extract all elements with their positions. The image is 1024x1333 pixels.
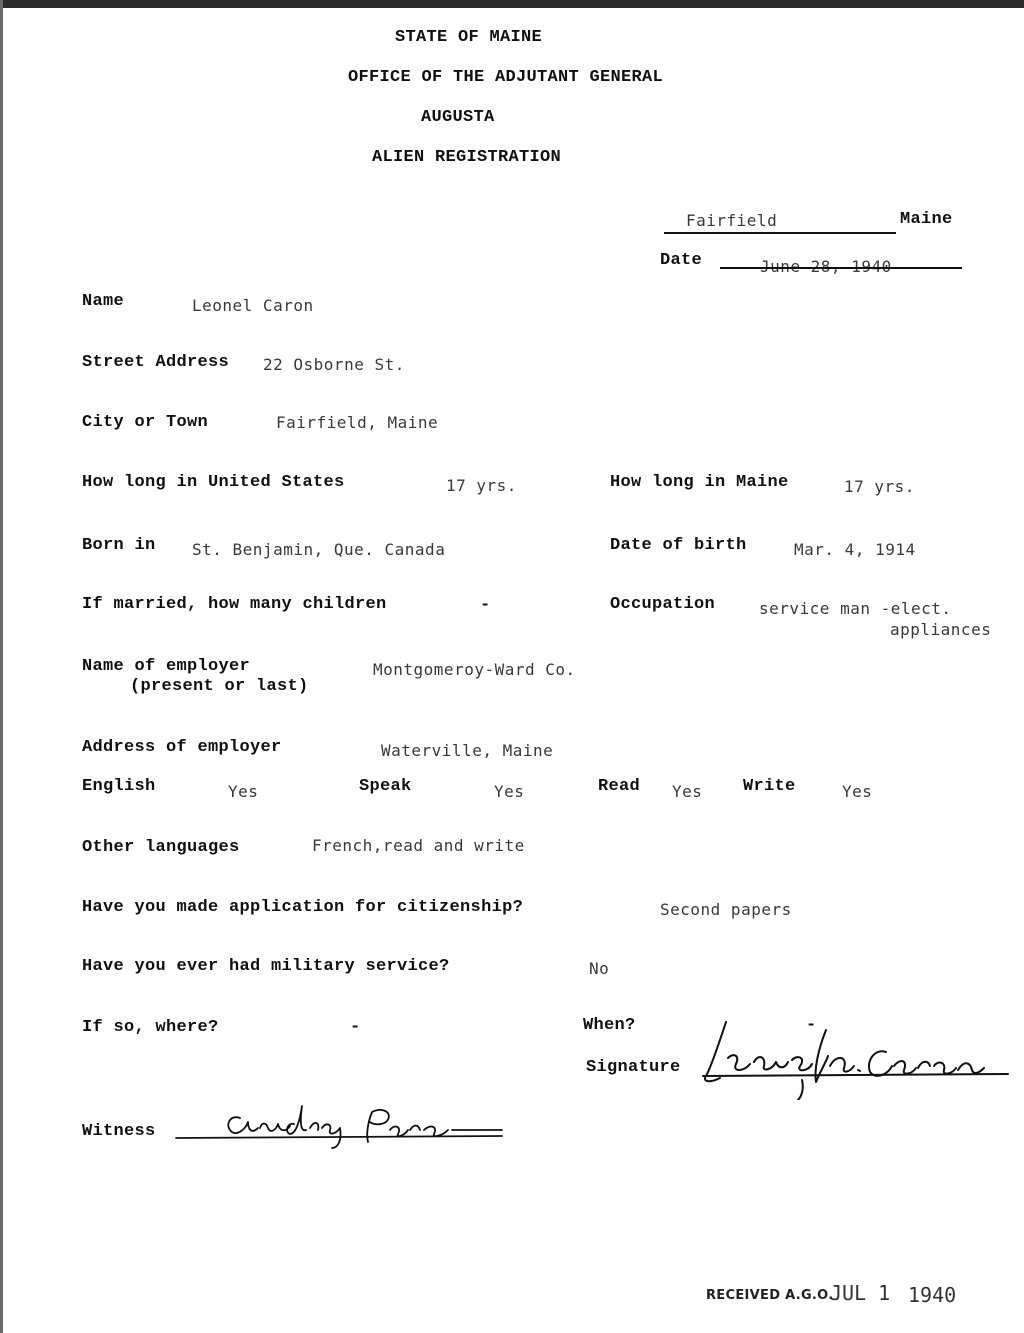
where-label: If so, where? xyxy=(82,1018,219,1037)
scan-top-edge xyxy=(0,0,1024,8)
header-state: STATE OF MAINE xyxy=(395,28,543,47)
received-stamp-year: 1940 xyxy=(908,1283,957,1307)
signature-handwriting xyxy=(698,1010,1018,1100)
citizenship-value: Second papers xyxy=(660,900,792,919)
witness-label: Witness xyxy=(82,1122,156,1141)
street-value: 22 Osborne St. xyxy=(263,355,405,374)
born-label: Born in xyxy=(82,536,156,555)
scan-left-edge xyxy=(0,0,3,1333)
read-value: Yes xyxy=(672,782,703,801)
employer-address-value: Waterville, Maine xyxy=(381,741,554,760)
us-years-value: 17 yrs. xyxy=(446,476,517,495)
english-value: Yes xyxy=(228,782,259,801)
when-value: - xyxy=(806,1016,817,1035)
english-label: English xyxy=(82,777,156,796)
other-languages-label: Other languages xyxy=(82,838,240,857)
street-label: Street Address xyxy=(82,353,230,372)
when-label: When? xyxy=(583,1016,636,1035)
occupation-label: Occupation xyxy=(610,595,716,614)
read-label: Read xyxy=(598,777,641,796)
city-label: City or Town xyxy=(82,413,209,432)
speak-label: Speak xyxy=(359,777,412,796)
born-value: St. Benjamin, Que. Canada xyxy=(192,540,446,559)
us-years-label: How long in United States xyxy=(82,473,345,492)
employer-label-line1: Name of employer xyxy=(82,657,251,676)
dob-label: Date of birth xyxy=(610,536,747,555)
military-label: Have you ever had military service? xyxy=(82,957,450,976)
maine-years-label: How long in Maine xyxy=(610,473,789,492)
citizenship-label: Have you made application for citizenship? xyxy=(82,898,524,917)
signature-label: Signature xyxy=(586,1058,681,1077)
witness-handwriting xyxy=(172,1100,512,1150)
date-rule xyxy=(720,267,962,269)
write-value: Yes xyxy=(842,782,873,801)
other-languages-value: French,read and write xyxy=(312,836,525,855)
occupation-value-line2: appliances xyxy=(890,620,992,639)
occupation-value-line1: service man -elect. xyxy=(759,599,952,618)
speak-value: Yes xyxy=(494,782,525,801)
employer-address-label: Address of employer xyxy=(82,738,282,757)
employer-value: Montgomeroy-Ward Co. xyxy=(373,660,576,679)
children-label: If married, how many children xyxy=(82,595,387,614)
name-value: Leonel Caron xyxy=(192,296,314,315)
children-value: - xyxy=(480,596,491,615)
place-town: Fairfield xyxy=(686,211,778,230)
write-label: Write xyxy=(743,777,796,796)
name-label: Name xyxy=(82,292,125,311)
military-value: No xyxy=(589,959,610,978)
received-stamp-date: JUL 1 xyxy=(830,1281,891,1305)
date-label: Date xyxy=(660,251,703,270)
place-rule xyxy=(664,232,896,234)
maine-years-value: 17 yrs. xyxy=(844,477,915,496)
employer-label-line2: (present or last) xyxy=(130,677,309,696)
header-office: OFFICE OF THE ADJUTANT GENERAL xyxy=(348,68,664,87)
dob-value: Mar. 4, 1914 xyxy=(794,540,916,559)
city-value: Fairfield, Maine xyxy=(276,413,439,432)
header-title: ALIEN REGISTRATION xyxy=(372,148,562,167)
received-stamp-label: RECEIVED A.G.O. xyxy=(706,1288,834,1303)
header-city: AUGUSTA xyxy=(421,108,495,127)
place-state: Maine xyxy=(900,210,953,229)
where-value: - xyxy=(350,1018,361,1037)
